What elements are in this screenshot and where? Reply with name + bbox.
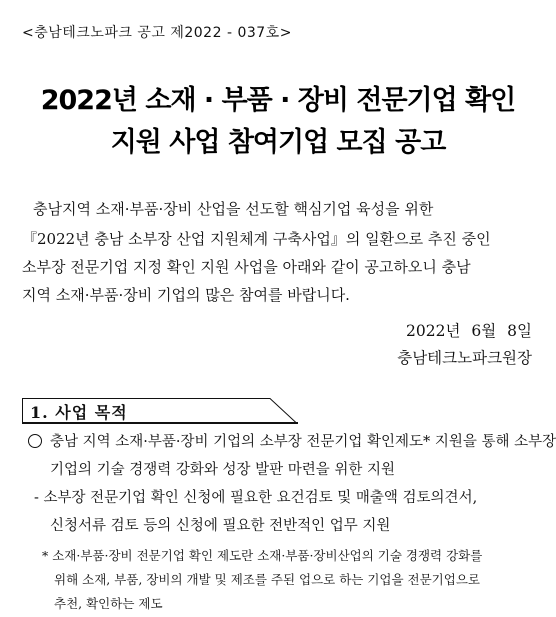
- signer-name: 충남테크노파크원장: [397, 349, 532, 367]
- support-line-1: - 소부장 전문기업 확인 신청에 필요한 요건검토 및 매출액 검토의견서,: [34, 490, 478, 506]
- circle-bullet-icon: [28, 434, 42, 448]
- title-line-2: 지원 사업 참여기업 모집 공고: [110, 127, 446, 158]
- notice-date: 2022년 6월 8일: [406, 322, 532, 340]
- section-heading-box: [22, 398, 298, 424]
- purpose-line-1: 충남 지역 소재·부품·장비 기업의 소부장 전문기업 확인제도* 지원을 통해 소부장: [50, 434, 556, 450]
- notice-number: <충남테크노파크 공고 제2022 - 037호>: [22, 25, 292, 41]
- intro-line: 지역 소재·부품·장비 기업의 많은 참여를 바랍니다.: [22, 286, 350, 304]
- purpose-line-2: 기업의 기술 경쟁력 강화와 성장 발판 마련을 위한 지원: [50, 462, 396, 478]
- intro-line: 소부장 전문기업 지정 확인 지원 사업을 아래와 같이 공고하오니 충남: [22, 258, 471, 276]
- footnote-line-3: 추천, 확인하는 제도: [54, 596, 163, 611]
- section-heading: 1. 사업 목적: [30, 403, 128, 422]
- footnote-line-1: * 소재·부품·장비 전문기업 확인 제도란 소재·부품·장비산업의 기술 경쟁력 강화를: [42, 548, 483, 563]
- support-line-2: 신청서류 검토 등의 신청에 필요한 전반적인 업무 지원: [50, 518, 391, 534]
- footnote-line-2: 위해 소재, 부품, 장비의 개발 및 제조를 주된 업으로 하는 기업을 전문기업으로: [54, 572, 480, 587]
- title-line-1: 2022년 소재 · 부품 · 장비 전문기업 확인: [40, 85, 516, 116]
- intro-line: 『2022년 충남 소부장 산업 지원체계 구축사업』의 일환으로 추진 중인: [22, 230, 491, 248]
- intro-line: 충남지역 소재·부품·장비 산업을 선도할 핵심기업 육성을 위한: [33, 200, 434, 218]
